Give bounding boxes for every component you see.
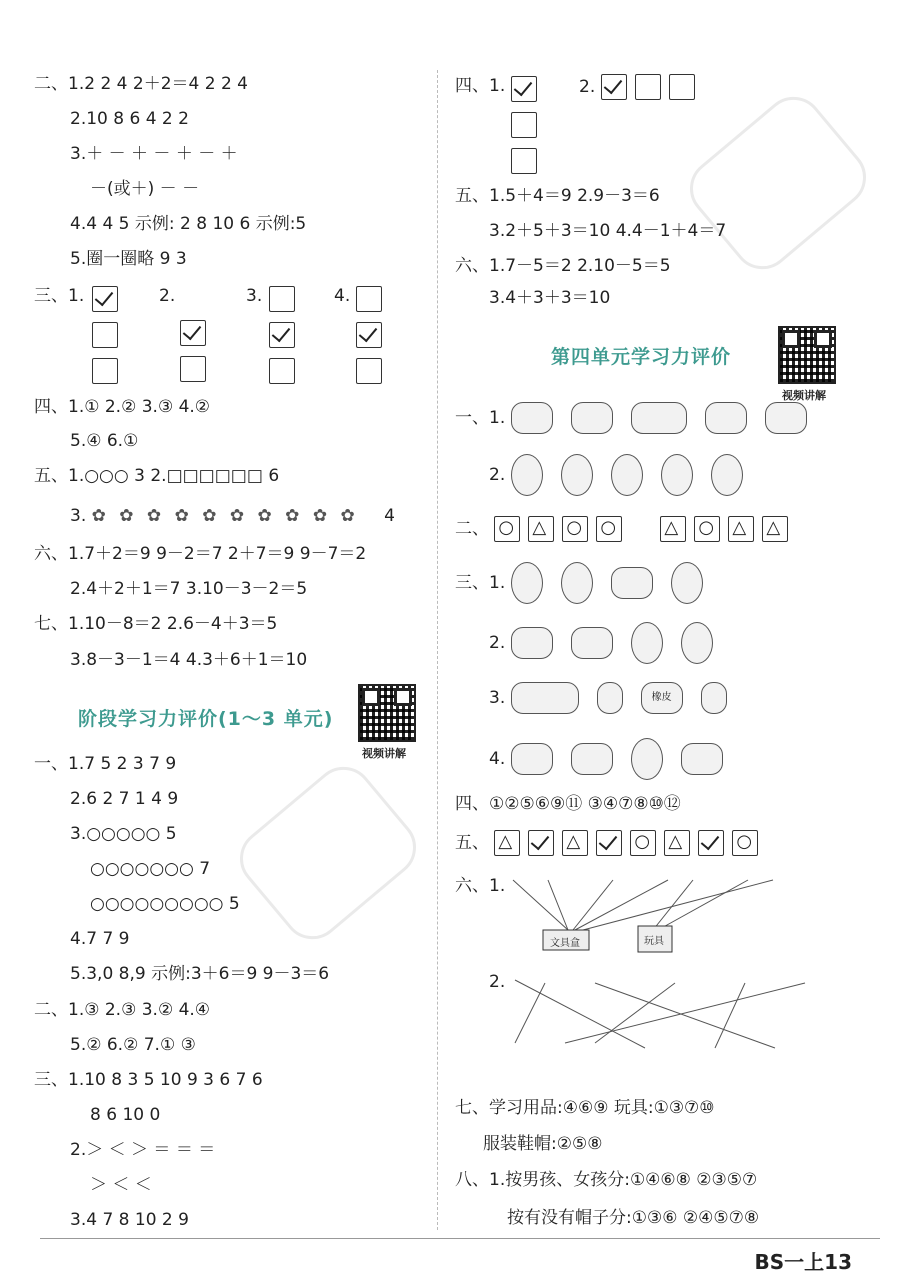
- helicopter-image: [571, 627, 613, 659]
- unit4-5: 五、 △△○△○: [455, 830, 766, 856]
- answer-r6-1: 六、1.7－5＝2 2.10－5＝5: [455, 256, 671, 276]
- car-image: [705, 402, 747, 434]
- answer-4-1: 四、1.① 2.② 3.③ 4.②: [34, 397, 211, 417]
- unit4-7-2: 服装鞋帽:②⑤⑧: [483, 1134, 603, 1154]
- stage-3-1: 三、1.10 8 3 5 10 9 3 6 7 6: [34, 1070, 263, 1090]
- answer-2-3: 3.＋ － ＋ － ＋ － ＋: [70, 144, 238, 164]
- answer-r5-3: 3.2＋5＋3＝10 4.4－1＋4＝7: [489, 221, 727, 241]
- answer-5-3: 3. ✿ ✿ ✿ ✿ ✿ ✿ ✿ ✿ ✿ ✿ 4: [70, 506, 395, 526]
- answer-7-3: 3.8－3－1＝4 4.3＋6＋1＝10: [70, 650, 308, 670]
- qr-code-icon[interactable]: [778, 326, 836, 384]
- bread-image: [511, 627, 553, 659]
- flower-image: [711, 454, 743, 496]
- empty-box: [356, 286, 382, 312]
- answer-3-4-label: 4.: [334, 286, 351, 306]
- circle-box: [562, 516, 588, 542]
- bus-image: [631, 402, 687, 434]
- answer-7-1: 七、1.10－8＝2 2.6－4＋3＝5: [34, 614, 278, 634]
- checked-box: [511, 76, 537, 102]
- grapes-image: [681, 622, 713, 664]
- car-image: [511, 682, 579, 714]
- checked-box: [180, 320, 206, 346]
- checkbox-column-1: [92, 286, 126, 384]
- empty-box: [356, 358, 382, 384]
- empty-box: [269, 286, 295, 312]
- circle-box: [630, 830, 656, 856]
- unit4-3-3: 3. 橡皮: [489, 682, 745, 714]
- stage-1-3c: ○○○○○○○○○ 5: [90, 894, 240, 914]
- watermark: [228, 755, 428, 952]
- answer-3-1-label: 三、1.: [34, 286, 85, 306]
- van-image: [511, 402, 553, 434]
- stage-2-1: 二、1.③ 2.③ 3.② 4.④: [34, 1000, 211, 1020]
- empty-box: [511, 148, 537, 174]
- eggplant-image: [561, 562, 593, 604]
- empty-box: [269, 358, 295, 384]
- ball-image: [631, 738, 663, 780]
- answer-2-1: 二、1.2 2 4 2＋2＝4 2 2 4: [34, 74, 248, 94]
- answer-r5-1: 五、1.5＋4＝9 2.9－3＝6: [455, 186, 660, 206]
- checkbox-column-2: [180, 320, 214, 382]
- stage-3-2b: ＞ ＜ ＜: [90, 1175, 152, 1195]
- answer-5-1: 五、1.○○○ 3 2.□□□□□□ 6: [34, 466, 280, 486]
- circle-box: [732, 830, 758, 856]
- stage-1-4: 4.7 7 9: [70, 929, 130, 949]
- unit4-3-2: 2.: [489, 622, 731, 664]
- qr-label: 视频讲解: [362, 747, 406, 760]
- checked-box: [528, 830, 554, 856]
- checked-box: [601, 74, 627, 100]
- unit4-8-2: 按有没有帽子分:①③⑥ ②④⑤⑦⑧: [507, 1208, 760, 1228]
- unit4-2: 二、 ○△○○△○△△: [455, 516, 796, 542]
- unit4-6-2: 2.: [489, 972, 506, 992]
- circle-box: [596, 516, 622, 542]
- unit4-7-1: 七、学习用品:④⑥⑨ 玩具:①③⑦⑩: [455, 1098, 715, 1118]
- radish-image: [511, 454, 543, 496]
- pencil-image: [597, 682, 623, 714]
- unit4-8-1: 八、1.按男孩、女孩分:①④⑥⑧ ②③⑤⑦: [455, 1170, 758, 1190]
- triangle-box: [528, 516, 554, 542]
- toy-box-label: 玩具: [644, 936, 664, 947]
- pineapple-image: [661, 454, 693, 496]
- watermark: [678, 85, 878, 282]
- flower-image: [611, 454, 643, 496]
- stage-1-3a: 3.○○○○○ 5: [70, 824, 177, 844]
- flower-image: [671, 562, 703, 604]
- empty-box: [669, 74, 695, 100]
- triangle-box: [762, 516, 788, 542]
- footer-rule: [40, 1238, 880, 1239]
- r4-checkbox-column: [511, 76, 545, 174]
- answer-r4-2: 2.: [579, 74, 703, 100]
- answer-2-5: 5.圈一圈略 9 3: [70, 249, 187, 269]
- answer-2-2: 2.10 8 6 4 2 2: [70, 109, 189, 129]
- answer-2-3b: －(或＋) － －: [90, 179, 200, 199]
- empty-box: [92, 322, 118, 348]
- stage-1-5: 5.3,0 8,9 示例:3＋6＝9 9－3＝6: [70, 964, 330, 984]
- stick-image: [701, 682, 727, 714]
- stage-3-1b: 8 6 10 0: [90, 1105, 161, 1125]
- flower-icons: ✿ ✿ ✿ ✿ ✿ ✿ ✿ ✿ ✿ ✿: [91, 506, 359, 526]
- book-image: [681, 743, 723, 775]
- answer-6-2: 2.4＋2＋1＝7 3.10－3－2＝5: [70, 579, 308, 599]
- answer-3-3-label: 3.: [246, 286, 263, 306]
- qr-code-icon[interactable]: [358, 684, 416, 742]
- flower-image: [561, 454, 593, 496]
- book-image: [571, 743, 613, 775]
- unit4-title: 第四单元学习力评价: [551, 346, 732, 368]
- drink-image: [631, 622, 663, 664]
- checked-box: [356, 322, 382, 348]
- plane-image: [571, 402, 613, 434]
- stage-1-2: 2.6 2 7 1 4 9: [70, 789, 179, 809]
- qr-label: 视频讲解: [782, 389, 826, 402]
- answer-2-4: 4.4 4 5 示例: 2 8 10 6 示例:5: [70, 214, 307, 234]
- stage-3-2: 2.＞ ＜ ＞ ＝ ＝ ＝: [70, 1140, 216, 1160]
- answer-4-5: 5.④ 6.①: [70, 431, 139, 451]
- matching-lines-2: [505, 968, 825, 1068]
- empty-box: [511, 112, 537, 138]
- unit4-4: 四、①②⑤⑥⑨⑪ ③④⑦⑧⑩⑫: [455, 794, 681, 814]
- circle-box: [494, 516, 520, 542]
- empty-box: [92, 358, 118, 384]
- checkbox-column-3: [269, 286, 303, 384]
- triangle-box: [728, 516, 754, 542]
- cabbage-image: [511, 562, 543, 604]
- unit4-3-4: 4.: [489, 738, 741, 780]
- circle-box: [694, 516, 720, 542]
- triangle-box: [660, 516, 686, 542]
- eraser-image: 橡皮: [641, 682, 683, 714]
- unit4-6-1: 六、1.: [455, 876, 506, 896]
- stage-evaluation-title: 阶段学习力评价(1～3 单元): [78, 708, 334, 730]
- answer-r6-3: 3.4＋3＋3＝10: [489, 288, 611, 308]
- checked-box: [698, 830, 724, 856]
- triangle-box: [494, 830, 520, 856]
- checked-box: [269, 322, 295, 348]
- checkbox-column-4: [356, 286, 390, 384]
- answer-3-2-label: 2.: [159, 286, 176, 306]
- stage-1-1: 一、1.7 5 2 3 7 9: [34, 754, 177, 774]
- book-image: [511, 743, 553, 775]
- stage-3-3: 3.4 7 8 10 2 9: [70, 1210, 189, 1230]
- stage-2-5: 5.② 6.② 7.① ③: [70, 1035, 196, 1055]
- checked-box: [596, 830, 622, 856]
- unit4-1-2: 2.: [489, 454, 761, 496]
- triangle-box: [562, 830, 588, 856]
- triangle-box: [664, 830, 690, 856]
- bean-image: [611, 567, 653, 599]
- ship-image: [765, 402, 807, 434]
- stage-1-3b: ○○○○○○○ 7: [90, 859, 211, 879]
- unit4-3-1: 三、1.: [455, 562, 721, 604]
- empty-box: [635, 74, 661, 100]
- empty-box: [180, 356, 206, 382]
- unit4-1-1: 一、1.: [455, 402, 825, 434]
- column-divider: [437, 70, 438, 1230]
- answer-6-1: 六、1.7＋2＝9 9－2＝7 2＋7＝9 9－7＝2: [34, 544, 367, 564]
- pencil-box-label: 文具盒: [550, 938, 580, 949]
- page-number: BS一上13: [754, 1250, 852, 1274]
- answer-r4-1-label: 四、1.: [455, 76, 506, 96]
- checked-box: [92, 286, 118, 312]
